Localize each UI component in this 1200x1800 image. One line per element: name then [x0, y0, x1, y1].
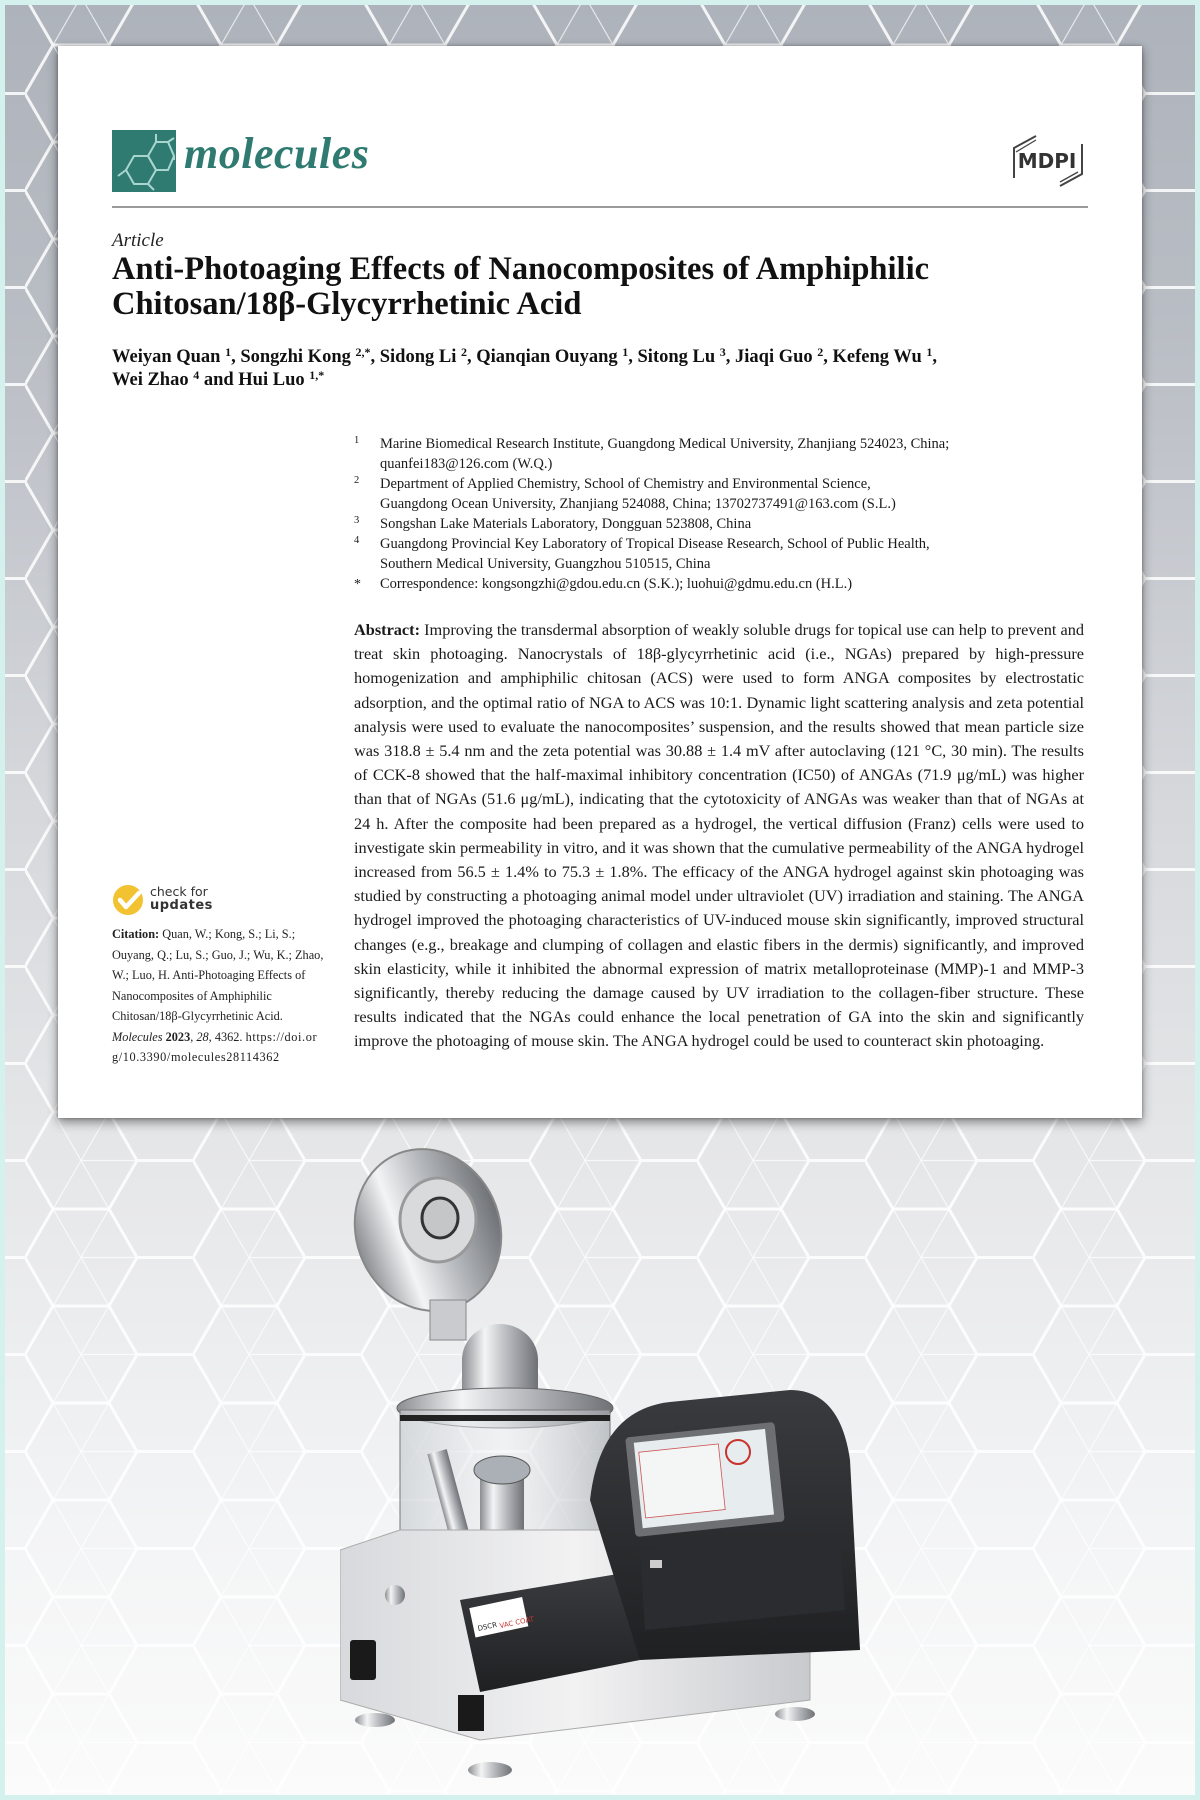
- citation-pages: , 4362.: [208, 1029, 243, 1044]
- abstract-label: Abstract:: [354, 620, 421, 639]
- citation-journal: Molecules: [112, 1029, 163, 1044]
- check-badge-icon: [112, 884, 144, 916]
- author-name: Sidong Li: [379, 347, 457, 367]
- power-knob-icon: [350, 1640, 376, 1680]
- author-name: Wei Zhao: [112, 370, 189, 390]
- author-affiliation: 1: [622, 345, 629, 359]
- journal-header: [112, 130, 1088, 250]
- author-line-1: Weiyan Quan $^1$, Songzhi Kong $^{2,*}$, Sidong Li $^2$, Qianqian Ouyang $^1$, Sitong Lu $^3$, Jiaqi Guo $^2$, Kefeng Wu $^1$,: [112, 345, 938, 367]
- affiliation-list: [354, 434, 1074, 594]
- author-name: Hui Luo: [238, 370, 305, 390]
- article-type: Article: [112, 230, 164, 251]
- mdpi-logo-icon: [1006, 130, 1088, 192]
- affiliation-item: [354, 514, 1074, 534]
- author-affiliation: 2: [461, 345, 467, 359]
- affiliation-text: Guangdong Ocean University, Zhanjiang 524088, China; 13702737491@163.com (S.L.): [380, 496, 896, 512]
- journal-name: molecules: [184, 129, 370, 178]
- author-name: Qianqian Ouyang: [476, 347, 618, 367]
- check-for-label: check for: [150, 884, 208, 899]
- citation-authors-title: Quan, W.; Kong, S.; Li, S.; Ouyang, Q.; Lu, S.; Guo, J.; Wu, K.; Zhao, W.; Luo, H. Anti-Photoaging Effects of Nanocomposites of Amphiphilic Chitosan/18β-Glycyrrhetinic Acid.: [112, 927, 324, 1023]
- author-line-2: Wei Zhao $^4$ and Hui Luo $^{1,*}$: [112, 368, 325, 390]
- author-affiliation: 1: [926, 345, 933, 359]
- sidebar: [112, 884, 324, 1068]
- citation-volume: 28: [196, 1029, 209, 1044]
- header-divider: [112, 206, 1088, 208]
- molecules-logo-icon: [112, 130, 176, 192]
- affiliation-item: [354, 434, 1074, 474]
- correspondence-text[interactable]: Correspondence: kongsongzhi@gdou.edu.cn (S.K.); luohui@gdmu.edu.cn (H.L.): [380, 576, 853, 592]
- check-for-updates-button[interactable]: [112, 884, 324, 924]
- abstract-text: Improving the transdermal absorption of weakly soluble drugs for topical use can help to prevent and treat skin photoaging. Nanocrystals of 18β-glycyrrhetinic acid (i.e., NGAs) prepared by high-pressure homogenization and amphiphilic chitosan (ACS) were used to form ANGA composites by electrostatic adsorption, and the optimal ratio of NGA to ACS was 10:1. Dynamic light scattering analysis and zeta potential analysis were used to evaluate the nanocomposites’ suspension, and the results showed that mean particle size was 318.8 ± 5.4 nm and the zeta potential was 30.88 ± 1.4 mV after autoclaving (121 °C, 30 min). The results of CCK-8 showed that the half-maximal inhibitory concentration (IC50) of ANGAs (71.9 μg/mL) was higher than that of NGAs (51.6 μg/mL), indicating that the cytotoxicity of ANGAs was weaker than that of NGAs at 24 h. After the composite had been prepared as a hydrogel, the vertical diffusion (Franz) cells were used to investigate skin permeability in vitro, and it was shown that the cumulative permeability of the ANGA hydrogel increased from 56.5 ± 1.4% to 75.3 ± 1.8%. The efficacy of the ANGA hydrogel against skin photoaging was studied by constructing a photoaging animal model under ultraviolet (UV) irradiation and staining. The ANGA hydrogel improved the photoaging characteristics of UV-induced mouse skin significantly, improved structural changes (e.g., breakage and clumping of collagen and elastic fibers in the dermis) significantly, and improved skin elasticity, while it inhibited the abnormal expression of matrix metalloproteinase (MMP)-1 and MMP-3 significantly, thereby reducing the damage caused by UV irradiation to the collagen-fiber structure. These results indicated that the NGAs could enhance the local penetration of GA into the skin and significantly improve the photoaging of mouse skin. The ANGA hydrogel could be used to counteract skin photoaging.: [354, 620, 1084, 1051]
- affiliation-number: 1: [354, 435, 360, 446]
- author-list: [112, 346, 1072, 392]
- open-lid: [340, 1140, 524, 1340]
- author-affiliation: 1: [225, 345, 232, 359]
- sputter-coater-photo: [340, 1140, 880, 1780]
- author-affiliation: 1,*: [309, 368, 325, 382]
- author-name: Kefeng Wu: [832, 347, 922, 367]
- affiliation-text: Songshan Lake Materials Laboratory, Dongguan 523808, China: [380, 516, 752, 532]
- author-affiliation: 2,*: [355, 345, 371, 359]
- affiliation-text: Department of Applied Chemistry, School of Chemistry and Environmental Science,: [380, 476, 871, 492]
- abstract: [354, 618, 1084, 1054]
- updates-label: updates: [150, 898, 213, 913]
- article-title-line-2: Chitosan/18β-Glycyrrhetinic Acid: [112, 286, 582, 322]
- affiliation-number: 2: [354, 475, 360, 486]
- author-affiliation: 3: [719, 345, 726, 359]
- correspondence-marker: *: [354, 577, 361, 592]
- affiliation-item: [354, 534, 1074, 574]
- correspondence-item: [354, 574, 1074, 594]
- svg-text:VAC COAT: VAC COAT: [498, 1615, 535, 1631]
- affiliation-text: Marine Biomedical Research Institute, Guangdong Medical University, Zhanjiang 524023, China;: [380, 436, 950, 452]
- citation-label: Citation:: [112, 927, 160, 941]
- article-title: [112, 252, 1072, 322]
- affiliation-item: [354, 474, 1074, 514]
- author-affiliation: 4: [193, 368, 200, 382]
- power-socket-icon: [458, 1695, 484, 1731]
- affiliation-email[interactable]: quanfei183@126.com (W.Q.): [380, 456, 553, 472]
- svg-text:MDPI: MDPI: [1017, 149, 1077, 173]
- author-name: Sitong Lu: [637, 347, 716, 367]
- paper-first-page: [58, 46, 1142, 1118]
- article-title-line-1: Anti-Photoaging Effects of Nanocomposites of Amphiphilic: [112, 251, 930, 287]
- citation-year: 2023: [165, 1029, 191, 1044]
- affiliation-number: 4: [354, 535, 360, 546]
- author-name: Jiaqi Guo: [735, 347, 813, 367]
- citation-doi-link[interactable]: https://doi.org/10.3390/molecules28114362: [112, 1029, 318, 1064]
- svg-text:DSCR: DSCR: [476, 1620, 498, 1633]
- author-name: Songzhi Kong: [240, 347, 351, 367]
- author-name: Weiyan Quan: [112, 347, 221, 367]
- author-affiliation: 2: [817, 345, 824, 359]
- affiliation-text: Guangdong Provincial Key Laboratory of Tropical Disease Research, School of Public Health,: [380, 536, 930, 552]
- affiliation-number: 3: [354, 515, 360, 526]
- affiliation-text: Southern Medical University, Guangzhou 510515, China: [380, 556, 711, 572]
- citation-block: Citation: Quan, W.; Kong, S.; Li, S.; Ouyang, Q.; Lu, S.; Guo, J.; Wu, K.; Zhao, W.; Luo, H. Anti-Photoaging Effects of Nanocomposites of Amphiphilic Chitosan/18β-Glycyrrhetinic Acid. Molecules 2023, 28, 4362. https://doi.org/10.3390/molecules28114362: [112, 927, 324, 1064]
